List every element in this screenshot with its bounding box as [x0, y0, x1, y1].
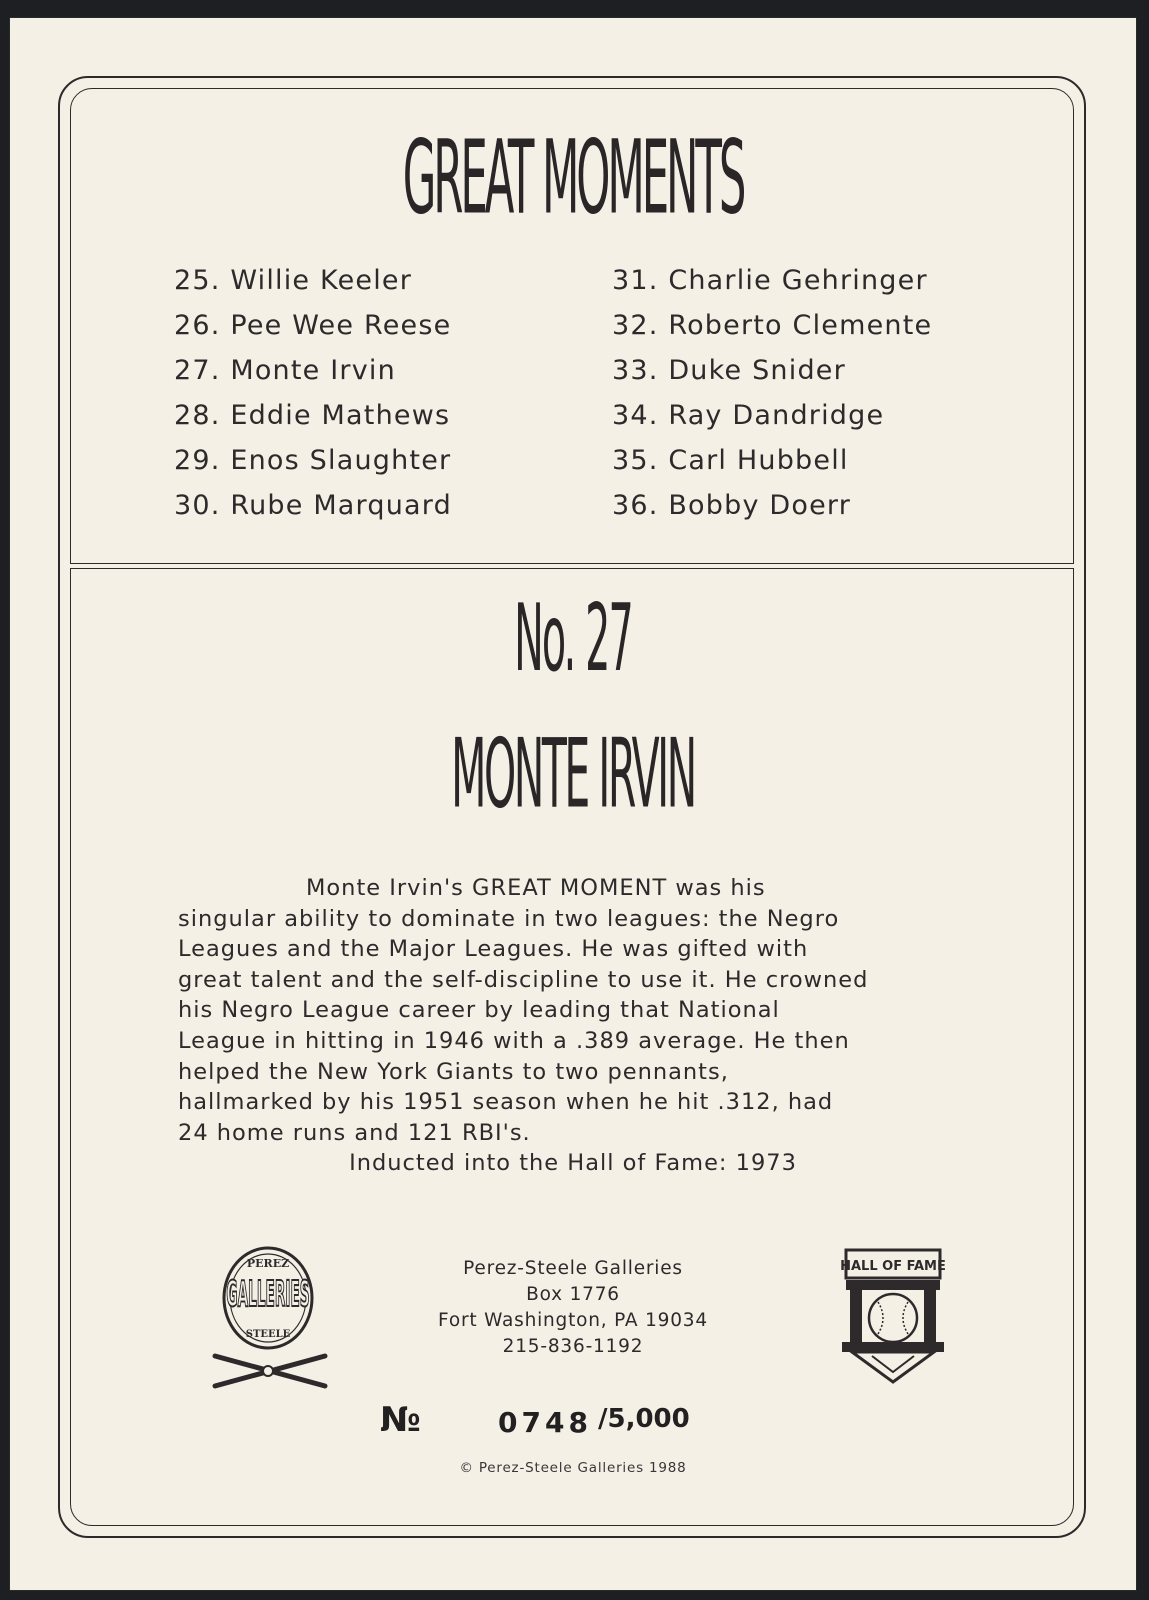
card-back — [10, 18, 1136, 1590]
player-name: MONTE IRVIN — [451, 718, 695, 830]
hall-of-fame-logo-icon — [838, 1246, 948, 1386]
bio-line: singular ability to dominate in two leagues: the Negro — [178, 905, 840, 932]
serial-value: 0748 — [498, 1406, 592, 1439]
bio-line: League in hitting in 1946 with a .389 average. He then — [178, 1027, 850, 1054]
checklist-item: 35. Carl Hubbell — [612, 445, 849, 476]
bio-line: great talent and the self-discipline to use it. He crowned — [178, 966, 869, 993]
checklist-right-column — [612, 258, 932, 528]
hall-of-fame-text: HALL OF FAME — [840, 1259, 946, 1274]
bio-line: hallmarked by his 1951 season when he hit .312, had — [178, 1089, 834, 1116]
checklist-item: 29. Enos Slaughter — [174, 445, 452, 476]
po-box: Box 1776 — [526, 1284, 620, 1305]
bio-line: 24 home runs and 121 RBI's. — [178, 1119, 531, 1146]
checklist-item: 27. Monte Irvin — [174, 355, 396, 386]
bio-line: helped the New York Giants to two pennants, — [178, 1058, 729, 1085]
bio-line: his Negro League career by leading that National — [178, 997, 780, 1024]
bio-line: Leagues and the Major Leagues. He was gifted with — [178, 936, 809, 963]
card-number: No. 27 — [514, 586, 632, 694]
gallery-address — [10, 1256, 1136, 1360]
hall-of-fame-induction: Inducted into the Hall of Fame: 1973 — [349, 1150, 797, 1176]
serial-number — [380, 1400, 690, 1440]
checklist-item: 34. Ray Dandridge — [612, 400, 885, 431]
bio-text — [178, 873, 978, 1148]
logo-bottom-text: STEELE — [245, 1329, 291, 1340]
edition-size: /5,000 — [598, 1404, 690, 1434]
logo-top-text: PEREZ — [246, 1257, 290, 1270]
checklist-item: 36. Bobby Doerr — [612, 490, 852, 521]
checklist-item: 28. Eddie Mathews — [174, 400, 451, 431]
checklist-item: 31. Charlie Gehringer — [612, 265, 928, 296]
checklist-left-column — [174, 258, 452, 528]
phone-number: 215-836-1192 — [502, 1336, 644, 1357]
series-title: GREAT MOMENTS — [402, 118, 744, 237]
checklist-item: 32. Roberto Clemente — [612, 310, 933, 341]
checklist-item: 25. Willie Keeler — [174, 265, 413, 296]
logo-middle-text: GALLERIES — [226, 1274, 310, 1316]
checklist-item: 26. Pee Wee Reese — [174, 310, 452, 341]
checklist-item: 33. Duke Snider — [612, 355, 846, 386]
bio-line: Monte Irvin's GREAT MOMENT was his — [306, 875, 766, 901]
copyright: © Perez-Steele Galleries 1988 — [459, 1460, 687, 1476]
city-state-zip: Fort Washington, PA 19034 — [438, 1310, 708, 1331]
number-sign: № — [380, 1400, 421, 1440]
checklist-item: 30. Rube Marquard — [174, 490, 452, 521]
company-name: Perez-Steele Galleries — [463, 1258, 683, 1279]
